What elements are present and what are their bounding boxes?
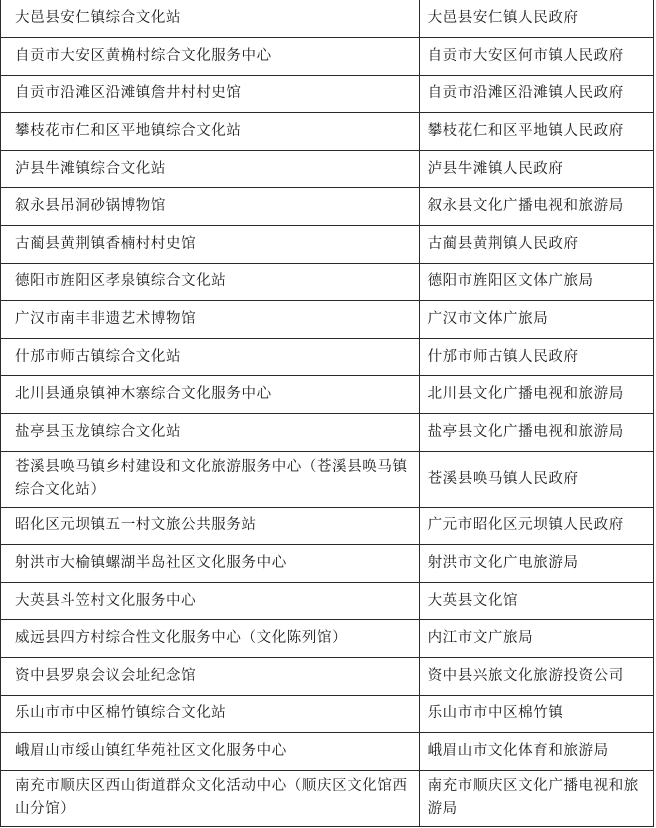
operator-cell: 乐山市市中区棉竹镇 [419,695,653,733]
table-row [1,658,654,696]
venue-name-cell: 射洪市大榆镇螺湖半岛社区文化服务中心 [1,545,420,583]
operator-cell: 自贡市大安区何市镇人民政府 [419,38,653,76]
venue-name-cell: 峨眉山市绥山镇红华苑社区文化服务中心 [1,733,420,771]
venue-name-cell: 古蔺县黄荆镇香楠村村史馆 [1,226,420,264]
operator-cell: 射洪市文化广电旅游局 [419,545,653,583]
operator-cell: 德阳市旌阳区文体广旅局 [419,263,653,301]
table-row [1,338,654,376]
table-row [1,451,654,507]
operator-cell: 叙永县文化广播电视和旅游局 [419,188,653,226]
venue-name-cell: 苍溪县唤马镇乡村建设和文化旅游服务中心（苍溪县唤马镇综合文化站） [1,451,420,507]
table-row [1,113,654,151]
operator-cell: 自贡市沿滩区沿滩镇人民政府 [419,75,653,113]
table-row [1,770,654,826]
venue-name-cell: 北川县通泉镇神木寨综合文化服务中心 [1,376,420,414]
operator-cell: 盐亭县文化广播电视和旅游局 [419,414,653,452]
venue-name-cell: 乐山市市中区棉竹镇综合文化站 [1,695,420,733]
operator-cell: 什邡市师古镇人民政府 [419,338,653,376]
operator-cell: 南充市顺庆区文化广播电视和旅游局 [419,770,653,826]
venue-name-cell: 什邡市师古镇综合文化站 [1,338,420,376]
operator-cell: 攀枝花仁和区平地镇人民政府 [419,113,653,151]
operator-cell: 泸县牛滩镇人民政府 [419,150,653,188]
table-row [1,733,654,771]
venue-name-cell: 自贡市沿滩区沿滩镇詹井村村史馆 [1,75,420,113]
operator-cell: 广元市昭化区元坝镇人民政府 [419,507,653,545]
venue-name-cell: 威远县四方村综合性文化服务中心（文化陈列馆） [1,620,420,658]
operator-cell: 峨眉山市文化体育和旅游局 [419,733,653,771]
venue-name-cell: 昭化区元坝镇五一村文旅公共服务站 [1,507,420,545]
operator-cell: 资中县兴旅文化旅游投资公司 [419,658,653,696]
operator-cell: 苍溪县唤马镇人民政府 [419,451,653,507]
table-row [1,0,654,38]
table-row [1,38,654,76]
venue-name-cell: 攀枝花市仁和区平地镇综合文化站 [1,113,420,151]
table-row [1,188,654,226]
table-row [1,620,654,658]
table-row [1,545,654,583]
venue-table-body [1,0,654,826]
table-row [1,582,654,620]
operator-cell: 大邑县安仁镇人民政府 [419,0,653,38]
table-row [1,301,654,339]
operator-cell: 古蔺县黄荆镇人民政府 [419,226,653,264]
venue-name-cell: 广汉市南丰非遗艺术博物馆 [1,301,420,339]
table-row [1,150,654,188]
venue-name-cell: 盐亭县玉龙镇综合文化站 [1,414,420,452]
table-row [1,226,654,264]
venue-name-cell: 自贡市大安区黄桷村综合文化服务中心 [1,38,420,76]
table-row [1,507,654,545]
venue-name-cell: 德阳市旌阳区孝泉镇综合文化站 [1,263,420,301]
table-row [1,376,654,414]
operator-cell: 广汉市文体广旅局 [419,301,653,339]
venue-name-cell: 大邑县安仁镇综合文化站 [1,0,420,38]
venue-name-cell: 大英县斗笠村文化服务中心 [1,582,420,620]
table-row [1,263,654,301]
venue-name-cell: 叙永县吊洞砂锅博物馆 [1,188,420,226]
operator-cell: 大英县文化馆 [419,582,653,620]
table-row [1,414,654,452]
venue-name-cell: 泸县牛滩镇综合文化站 [1,150,420,188]
table-row [1,695,654,733]
venue-name-cell: 南充市顺庆区西山街道群众文化活动中心（顺庆区文化馆西山分馆） [1,770,420,826]
operator-cell: 北川县文化广播电视和旅游局 [419,376,653,414]
operator-cell: 内江市文广旅局 [419,620,653,658]
table-row [1,75,654,113]
venue-name-cell: 资中县罗泉会议会址纪念馆 [1,658,420,696]
